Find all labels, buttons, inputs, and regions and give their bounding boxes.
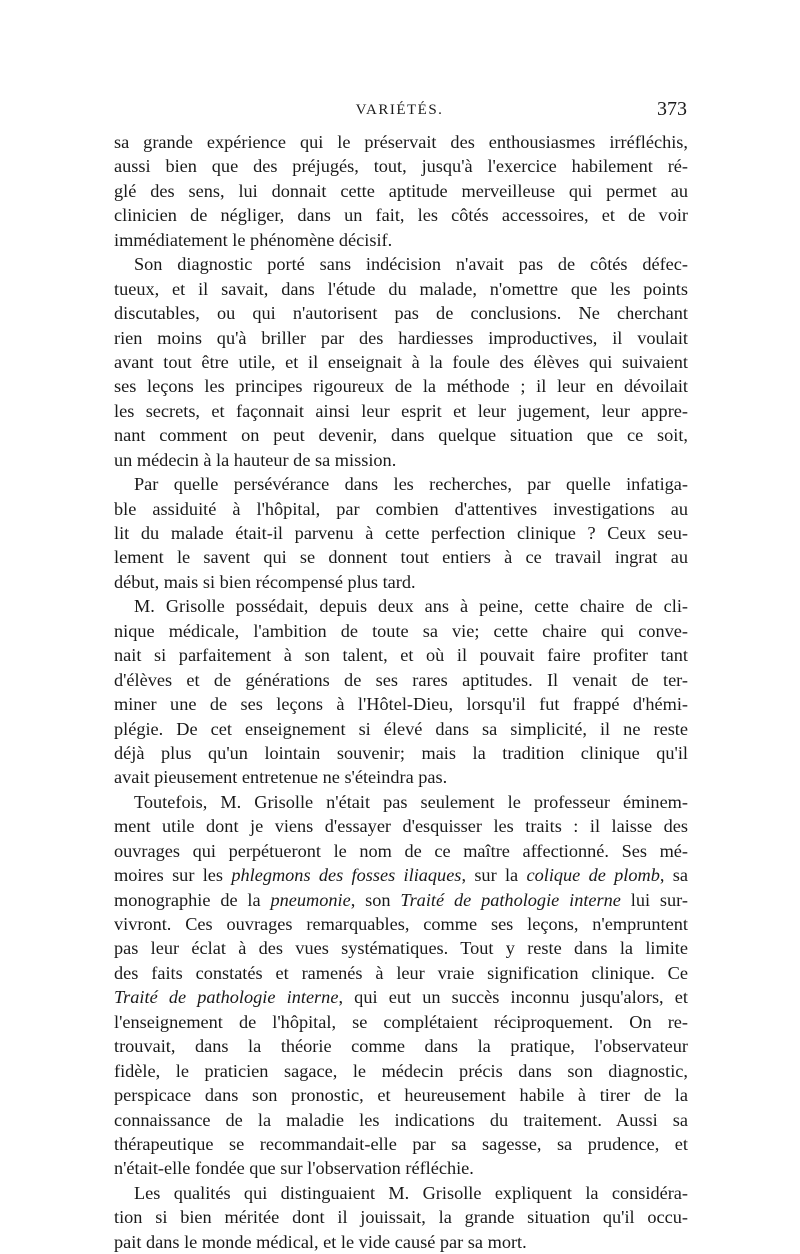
text-line: pait dans le monde médical, et le vide causé par sa mort. <box>114 1231 527 1252</box>
text-line: les secrets, et façonnait ainsi leur esprit et leur jugement, leur appre- <box>114 400 688 421</box>
text-run: moires sur les <box>114 865 232 886</box>
text-line: nait si parfaitement à son talent, et où il pouvait faire profiter tant <box>114 645 688 666</box>
text-line: trouvait, dans la théorie comme dans la pratique, l'observateur <box>114 1036 688 1057</box>
text-line: discutables, ou qui n'autorisent pas de conclusions. Ne cherchant <box>114 303 688 324</box>
text-line: vivront. Ces ouvrages remarquables, comme ses leçons, n'empruntent <box>114 914 688 934</box>
text-line: tion si bien méritée dont il jouissait, la grande situation qu'il occu- <box>114 1207 688 1228</box>
running-head <box>112 98 687 122</box>
text-line: miner une de ses leçons à l'Hôtel-Dieu, lorsqu'il fut frappé d'hémi- <box>114 694 688 715</box>
text-line <box>114 985 688 1009</box>
page-number: 373 <box>657 98 687 120</box>
text-line: Les qualités qui distinguaient M. Grisolle expliquent la considéra- <box>134 1182 688 1203</box>
text-line: connaissance de la maladie les indications du traitement. Aussi sa <box>114 1109 688 1130</box>
text-line: perspicace dans son pronostic, et heureusement habile à tirer de la <box>114 1085 688 1106</box>
text-line: avait pieusement entretenue ne s'éteindra pas. <box>114 767 448 788</box>
italic-title: Traité de pathologie interne <box>400 889 621 910</box>
text-line <box>114 888 688 912</box>
text-line: thérapeutique se recommandait-elle par sa sagesse, sa prudence, et <box>114 1133 688 1154</box>
text-line: nant comment on peut devenir, dans quelque situation que ce soit, <box>114 425 688 446</box>
italic-title: colique de plomb <box>526 865 660 886</box>
text-line: glé des sens, lui donnait cette aptitude merveilleuse qui permet au <box>114 180 688 201</box>
text-run: , sur la <box>461 865 527 886</box>
text-run: , son <box>350 889 401 910</box>
text-line: déjà plus qu'un lointain souvenir; mais la tradition clinique qu'il <box>114 742 688 763</box>
text-run: lui sur- <box>620 889 688 910</box>
italic-title: pneumonie <box>270 889 351 910</box>
text-line: ble assiduité à l'hôpital, par combien d'attentives investigations au <box>114 498 688 519</box>
text-line: aussi bien que des préjugés, tout, jusqu'à l'exercice habilement ré- <box>114 156 688 177</box>
text-line: un médecin à la hauteur de sa mission. <box>114 449 397 470</box>
text-line: plégie. De cet enseignement si élevé dans sa simplicité, il ne reste <box>114 718 688 739</box>
running-title: VARIÉTÉS. <box>355 102 444 118</box>
body-text <box>114 130 688 1254</box>
text-line: clinicien de négliger, dans un fait, les côtés accessoires, et de voir <box>114 205 688 226</box>
italic-title: Traité de pathologie interne <box>114 987 339 1008</box>
text-run: monographie de la <box>114 889 271 910</box>
text-line: tueux, et il savait, dans l'étude du malade, n'omettre que les points <box>114 278 688 299</box>
text-line: fidèle, le praticien sagace, le médecin précis dans son diagnostic, <box>114 1060 688 1081</box>
text-line: lement le savent qui se donnent tout entiers à ce travail ingrat au <box>114 547 688 568</box>
text-line: ouvrages qui perpétueront le nom de ce maître affectionné. Ses mé- <box>114 840 688 861</box>
text-line: ses leçons les principes rigoureux de la méthode ; il leur en dévoilait <box>114 376 688 397</box>
text-line: Par quelle persévérance dans les recherches, par quelle infatiga- <box>134 474 688 495</box>
text-line: Toutefois, M. Grisolle n'était pas seulement le professeur éminem- <box>134 791 688 812</box>
text-line: avant tout être utile, et il enseignait à la foule des élèves qui suivaient <box>114 351 688 372</box>
text-run: , sa <box>659 865 688 886</box>
text-line: M. Grisolle possédait, depuis deux ans à peine, cette chaire de cli- <box>134 596 688 617</box>
text-line: Son diagnostic porté sans indécision n'avait pas de côtés défec- <box>134 254 688 275</box>
text-line: rien moins qu'à briller par des hardiesses improductives, il voulait <box>114 327 688 348</box>
text-line <box>114 863 688 887</box>
text-line: n'était-elle fondée que sur l'observation réfléchie. <box>114 1158 474 1179</box>
text-line: des faits constatés et ramenés à leur vraie signification clinique. Ce <box>114 962 688 983</box>
text-line: début, mais si bien récompensé plus tard. <box>114 571 416 592</box>
text-line: nique médicale, l'ambition de toute sa vie; cette chaire qui conve- <box>114 620 688 641</box>
text-line: sa grande expérience qui le préservait des enthousiasmes irréfléchis, <box>114 132 688 152</box>
text-line: pas leur éclat à des vues systématiques. Tout y reste dans la limite <box>114 938 688 959</box>
text-line: d'élèves et de générations de ses rares aptitudes. Il venait de ter- <box>114 669 688 690</box>
text-line: ment utile dont je viens d'essayer d'esquisser les traits : il laisse des <box>114 816 688 837</box>
text-line: l'enseignement de l'hôpital, se complétaient réciproquement. On re- <box>114 1011 688 1032</box>
italic-title: phlegmons des fosses iliaques <box>231 865 462 886</box>
text-line: immédiatement le phénomène décisif. <box>114 229 393 250</box>
text-line: lit du malade était-il parvenu à cette perfection clinique ? Ceux seu- <box>114 523 688 543</box>
text-run: , qui eut un succès inconnu jusqu'alors, et <box>338 987 688 1008</box>
